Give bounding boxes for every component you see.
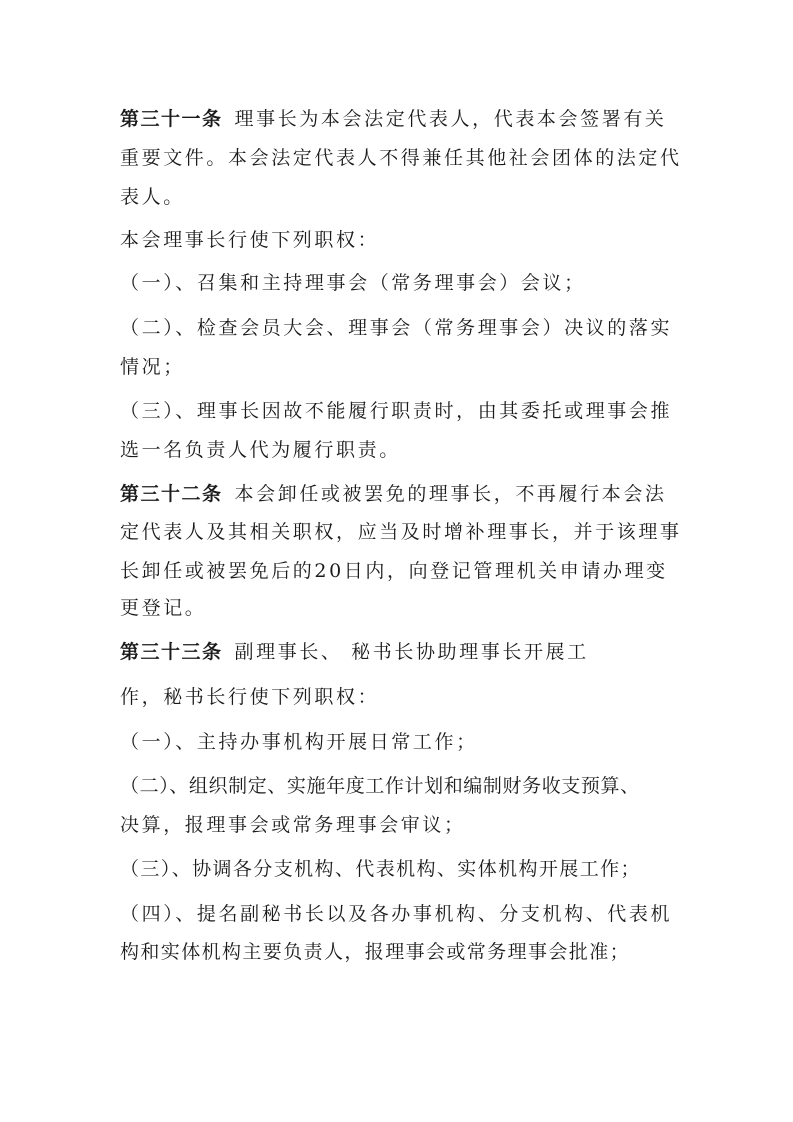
article-31-item-2-line-1: （二）、检查会员大会、理事会（常务理事会）决议的落实 <box>120 317 673 339</box>
article-33-line-2: 作，秘书长行使下列职权： <box>120 686 380 708</box>
article-33-text: 副理事长、 秘书长协助理事长开展工 <box>234 641 589 663</box>
article-32-text: 本会卸任或被罢免的理事长，不再履行本会法 <box>234 483 667 505</box>
article-31-item-1: （一）、召集和主持理事会（常务理事会）会议； <box>120 272 586 294</box>
article-33-item-2-line-2: 决算，报理事会或常务理事会审议； <box>120 814 466 836</box>
article-31-text: 理事长为本会法定代表人，代表本会签署有关 <box>234 108 667 130</box>
article-31-intro: 本会理事长行使下列职权： <box>120 229 380 251</box>
article-31-heading: 第三十一条 <box>120 108 223 130</box>
article-31-line-2: 重要文件。本会法定代表人不得兼任其他社会团体的法定代 <box>120 147 682 169</box>
article-31-line-3: 表人。 <box>120 186 185 208</box>
article-31-item-3-line-1: （三）、理事长因故不能履行职责时，由其委托或理事会推 <box>120 400 673 422</box>
article-32-line-1 <box>120 482 680 506</box>
article-33-item-4-line-1: （四）、提名副秘书长以及各办事机构、分支机构、代表机 <box>120 903 673 925</box>
article-31-item-3-line-2: 选一名负责人代为履行职责。 <box>120 439 401 461</box>
article-32-line-4: 更登记。 <box>120 597 207 619</box>
article-33-line-1 <box>120 640 680 664</box>
article-33-item-4-line-2: 构和实体机构主要负责人，报理事会或常务理事会批准； <box>120 941 631 963</box>
article-32-line-3: 长卸任或被罢免后的20日内，向登记管理机关申请办理变 <box>120 560 668 582</box>
article-33-item-3: （三）、协调各分支机构、代表机构、实体机构开展工作； <box>120 858 641 880</box>
article-33-item-2-line-1: （二）、组织制定、实施年度工作计划和编制财务收支预算、 <box>120 775 640 797</box>
article-33-item-1: （一）、主持办事机构开展日常工作； <box>120 731 478 753</box>
article-31-item-2-line-2: 情况； <box>120 356 185 378</box>
article-31-line-1 <box>120 107 680 131</box>
article-32-heading: 第三十二条 <box>120 483 223 505</box>
article-32-line-2: 定代表人及其相关职权，应当及时增补理事长，并于该理事 <box>120 521 682 543</box>
article-33-heading: 第三十三条 <box>120 641 223 663</box>
